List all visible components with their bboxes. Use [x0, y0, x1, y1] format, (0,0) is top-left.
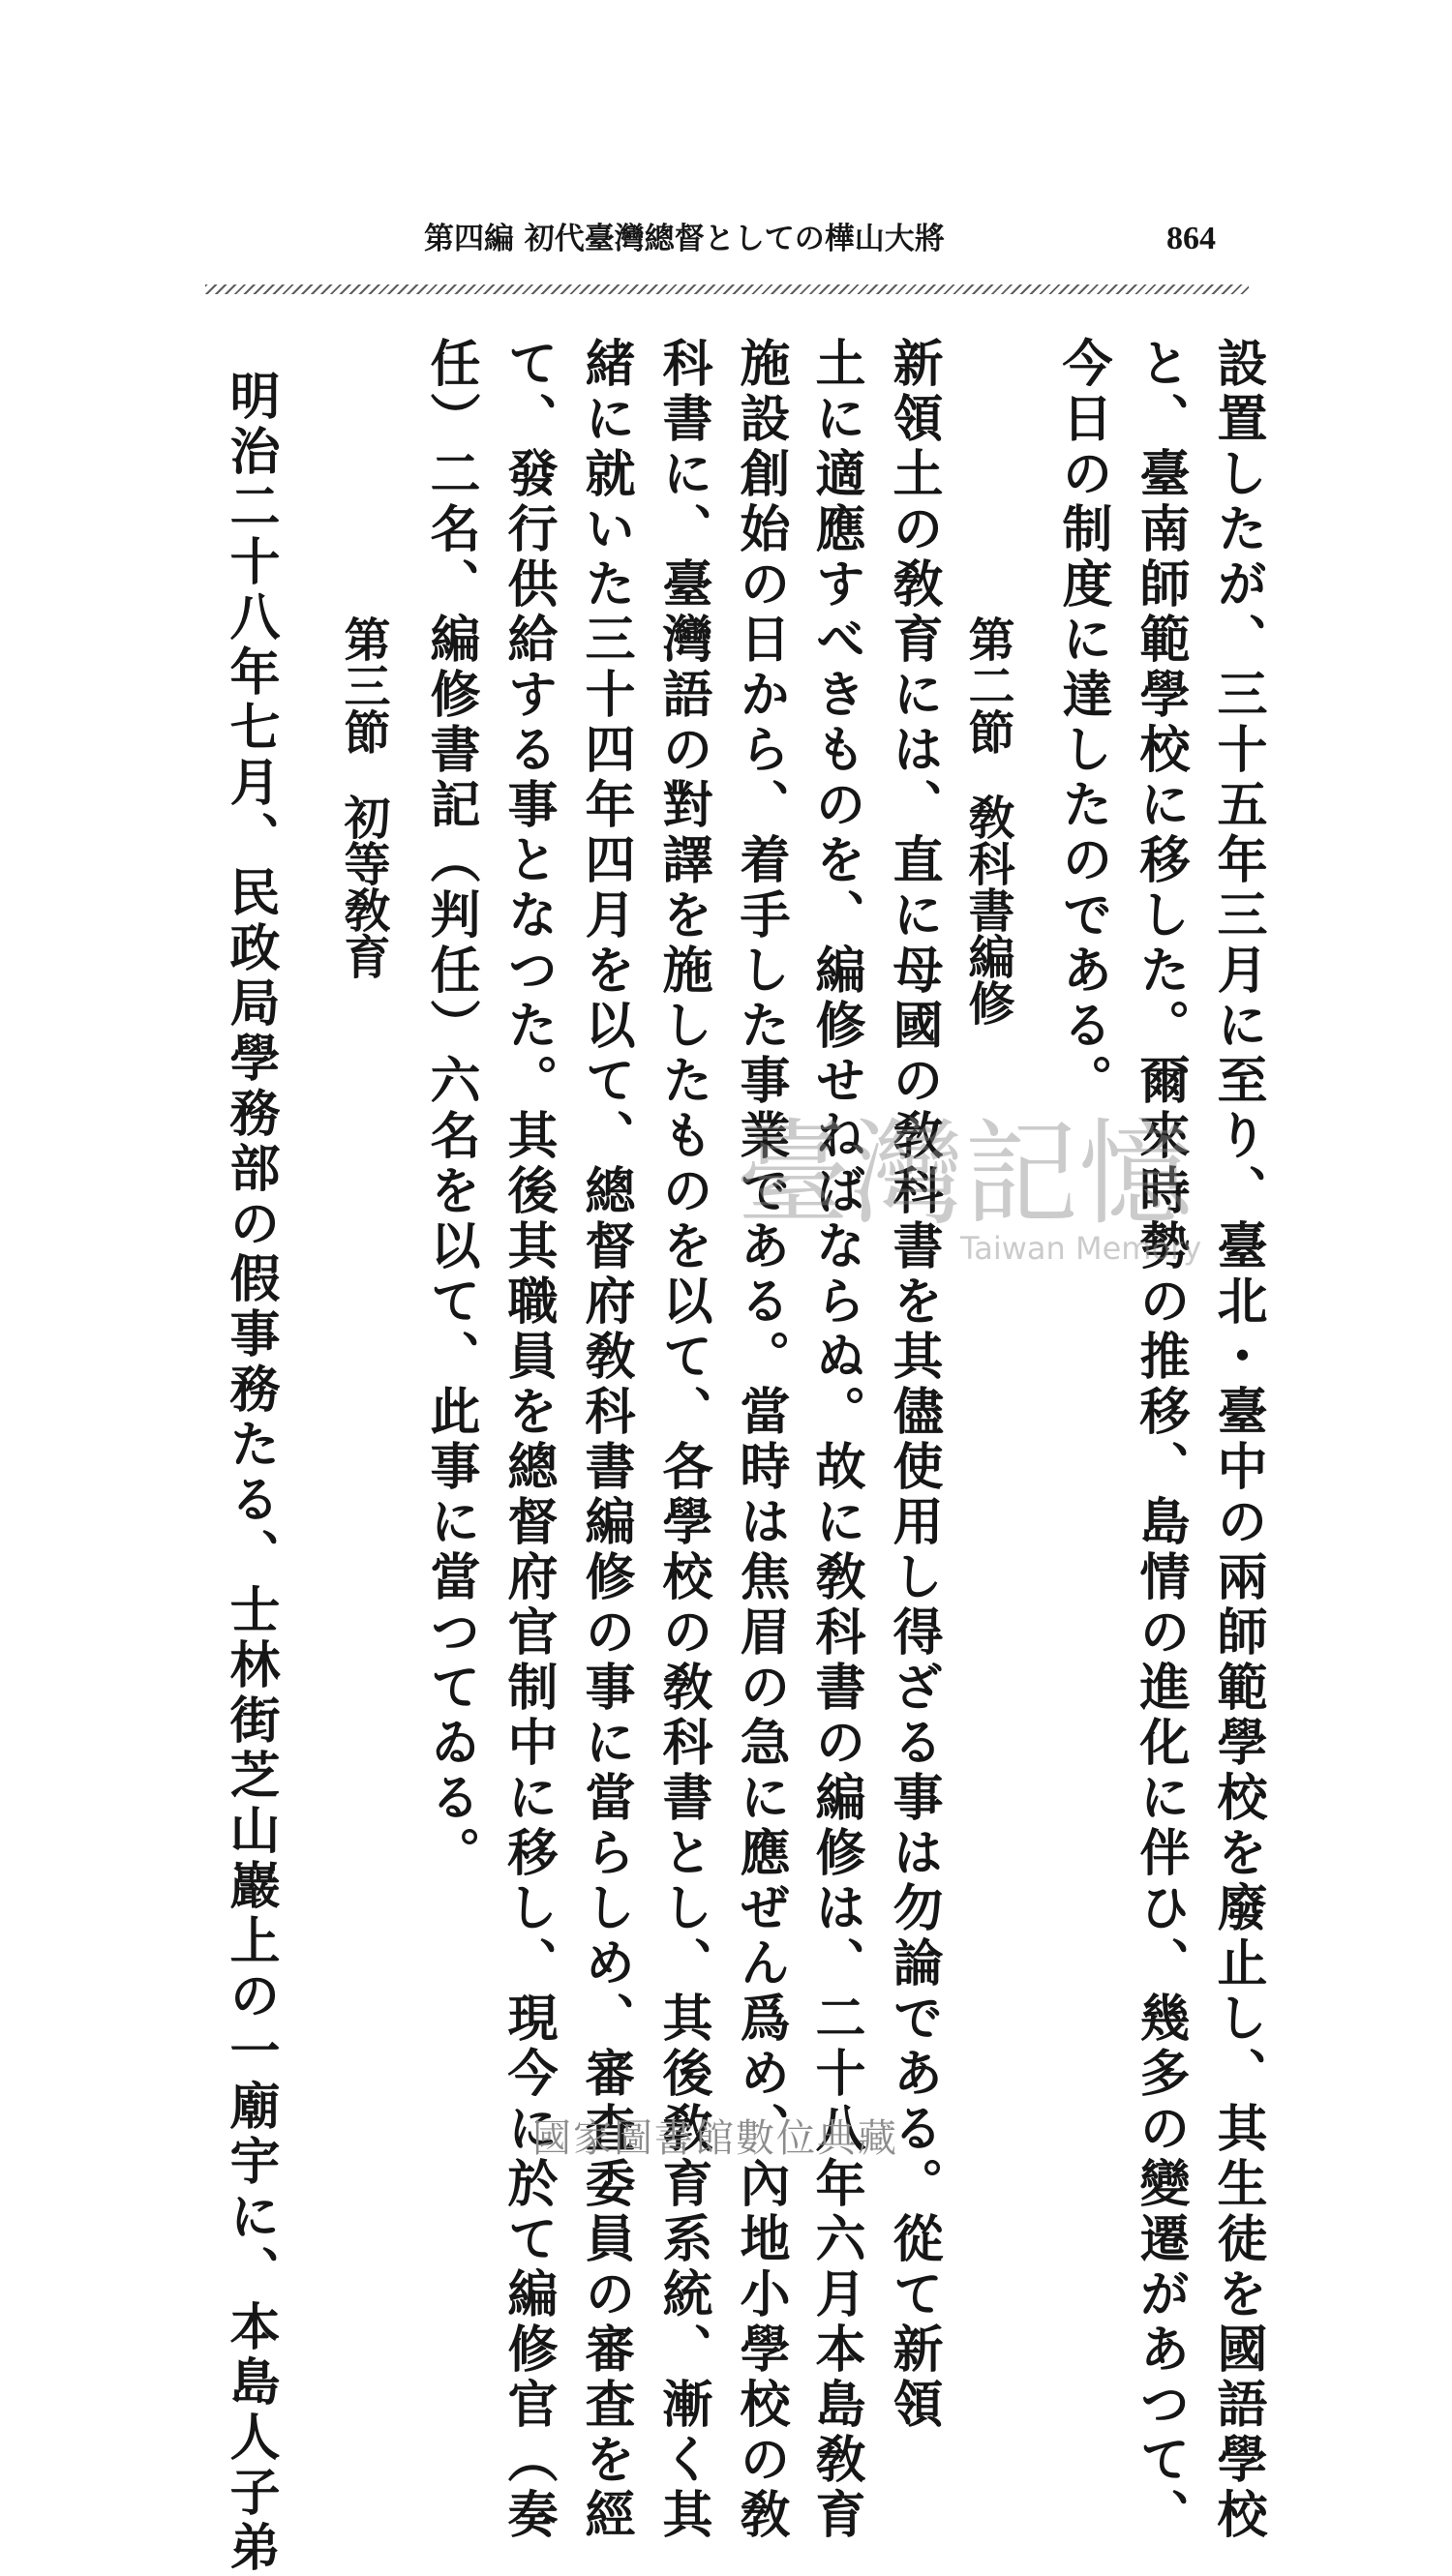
text-column: と、臺南師範學校に移した。爾來時勢の推移、島情の進化に伴ひ、幾多の變遷があつて、 [1131, 337, 1190, 2543]
text-column: 任）二名、編修書記（判任）六名を以て、此事に當つてゐる。 [421, 337, 480, 1881]
taiwan-memory-watermark [736, 1107, 1220, 1285]
header-rule [205, 285, 1249, 294]
running-header-title: 第四編 初代臺灣總督としての樺山大將 [424, 222, 945, 256]
text-column: 緒に就いた三十四年四月を以て、總督府敎科書編修の事に當らしめ、審査委員の審査を經 [576, 337, 635, 2543]
page-number: 864 [1166, 221, 1216, 256]
text-column: 施設創始の日から、着手した事業である。當時は焦眉の急に應ぜん爲め、內地小學校の敎 [731, 337, 790, 2543]
section-heading-3 [334, 615, 392, 979]
section-number: 第三節 [336, 615, 390, 755]
section-number: 第二節 [960, 615, 1014, 755]
library-footer: 國家圖書館數位典藏 [532, 2116, 898, 2161]
text-column: 今日の制度に達したのである。 [1053, 337, 1112, 1109]
watermark-text: 臺灣記憶 [736, 1107, 1194, 1241]
text-column: 土に適應すべきものを、編修せねばならぬ。故に敎科書の編修は、二十八年六月本島敎育 [806, 337, 865, 2543]
text-column: 科書に、臺灣語の對譯を施したものを以て、各學校の敎科書とし、其後敎育系統、漸く其 [653, 337, 712, 2543]
text-column: て、發行供給する事となつた。其後其職員を總督府官制中に移し、現今に於て編修官（奏 [499, 337, 558, 2543]
text-column: 新領土の敎育には、直に母國の敎科書を其儘使用し得ざる事は勿論である。從て新領 [884, 337, 943, 2433]
text-column: 明治二十八年七月、民政局學務部の假事務たる、士林街芝山巖上の一廟宇に、本島人子弟 [221, 370, 280, 2576]
section-title: 初等敎育 [336, 794, 390, 979]
text-column: 設置したが、三十五年三月に至り、臺北・臺中の兩師範學校を廢止し、其生徒を國語學校 [1208, 337, 1267, 2543]
section-title: 敎科書編修 [960, 794, 1014, 1026]
section-heading-2 [958, 615, 1016, 1026]
watermark-subtext: Taiwan Memory [960, 1230, 1202, 1267]
